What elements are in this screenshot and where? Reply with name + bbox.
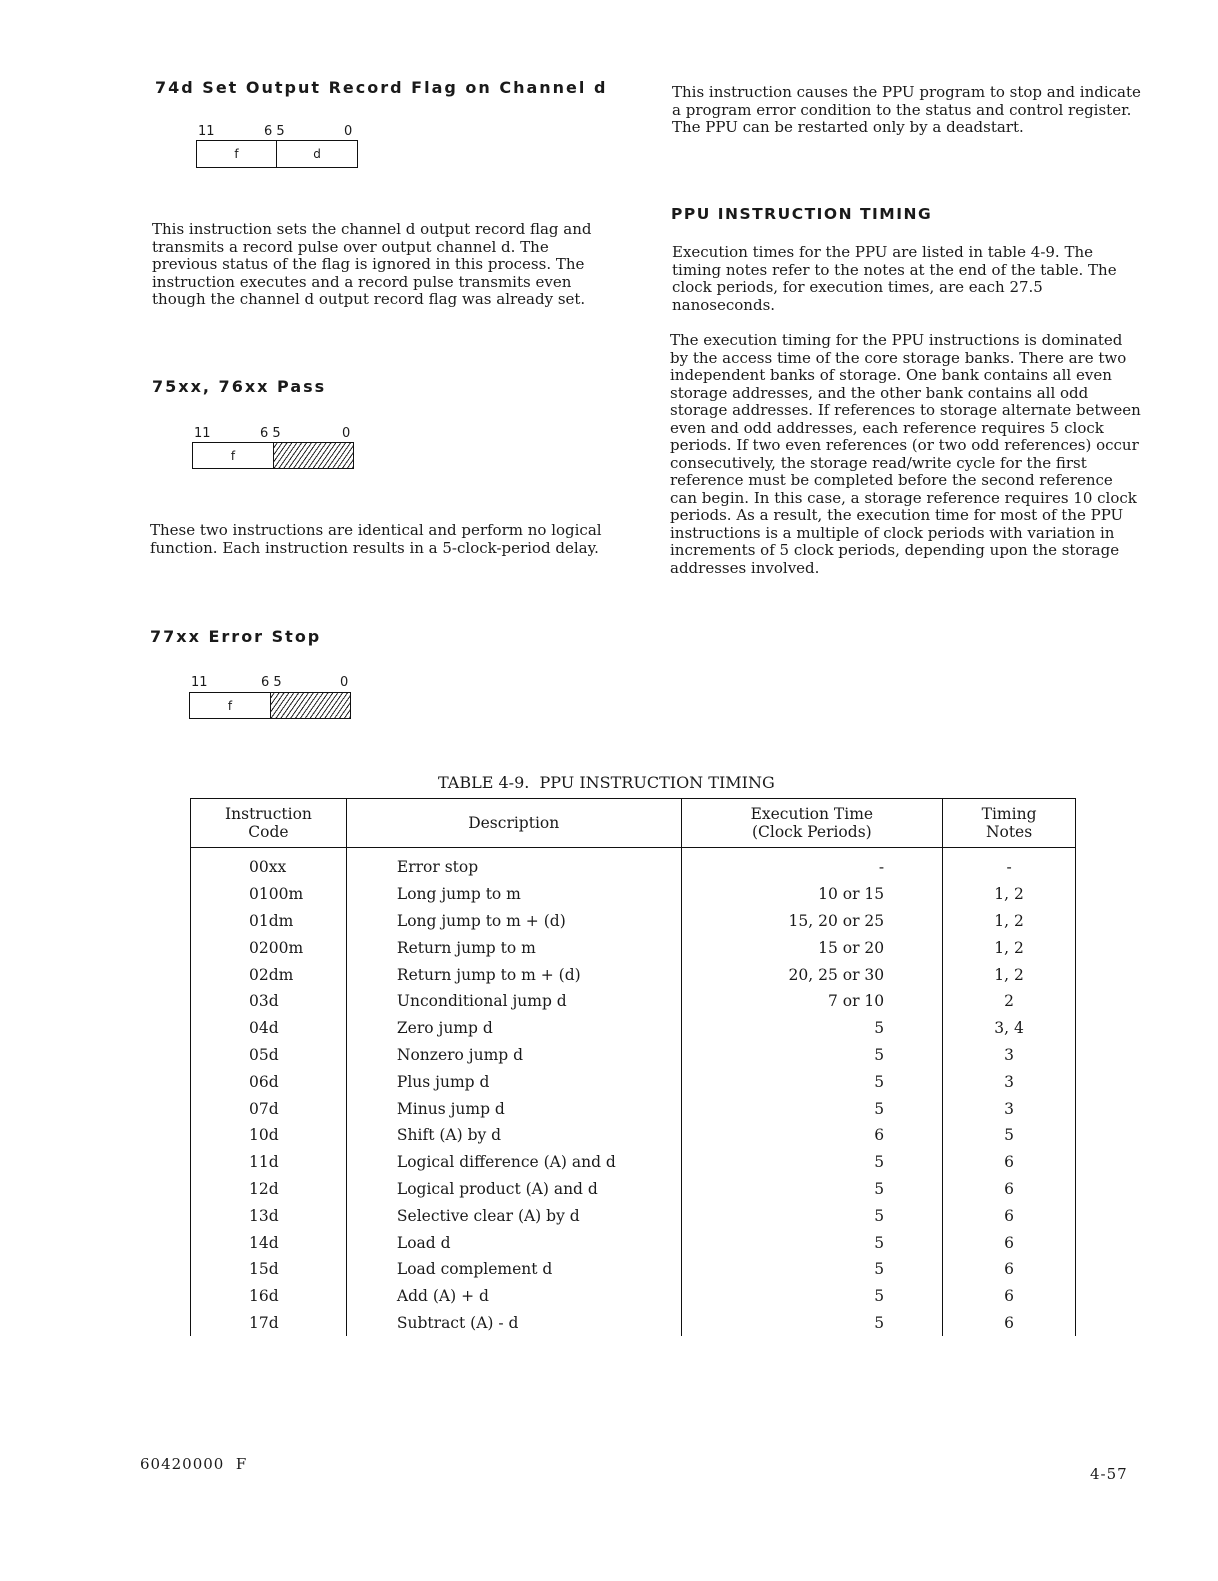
timing-paragraph-1: Execution times for the PPU are listed in table 4-9. The timing notes refer to the notes at the end of the table. The clock periods, for execution times, are each 27.5 nanoseconds.: [672, 243, 1117, 314]
cell-notes: 5: [943, 1122, 1076, 1149]
bit-label-mid: 6 5: [260, 426, 281, 441]
cell-time: 5: [681, 1149, 943, 1176]
header-timing-notes: [943, 799, 1076, 848]
table-row: [191, 1015, 1076, 1042]
cell-description: Load d: [346, 1229, 681, 1256]
cell-description: Selective clear (A) by d: [346, 1202, 681, 1229]
cell-description: Add (A) + d: [346, 1283, 681, 1310]
table-row: [191, 908, 1076, 935]
cell-code: 12d: [191, 1176, 347, 1203]
cell-time: 5: [681, 1095, 943, 1122]
cell-description: Long jump to m + (d): [346, 908, 681, 935]
cell-time: 5: [681, 1310, 943, 1337]
header-time-line2: (Clock Periods): [751, 823, 872, 841]
header-instruction-code: [191, 799, 347, 848]
bit-label-mid: 6 5: [264, 124, 285, 139]
format-box: [189, 692, 351, 719]
cell-code: 02dm: [191, 961, 347, 988]
cell-description: Return jump to m: [346, 934, 681, 961]
cell-description: Logical difference (A) and d: [346, 1149, 681, 1176]
cell-notes: 6: [943, 1202, 1076, 1229]
cell-description: Zero jump d: [346, 1015, 681, 1042]
cell-notes: 6: [943, 1256, 1076, 1283]
table-row: [191, 1095, 1076, 1122]
format-box: [192, 442, 354, 469]
section-heading-74d: 74d Set Output Record Flag on Channel d: [155, 78, 608, 97]
table-row: [191, 1283, 1076, 1310]
header-description: Description: [346, 799, 681, 848]
bit-label-high: 11: [198, 124, 215, 139]
cell-notes: 3: [943, 1095, 1076, 1122]
cell-code: 11d: [191, 1149, 347, 1176]
cell-time: 5: [681, 1176, 943, 1203]
bit-label-low: 0: [344, 124, 353, 139]
cell-code: 06d: [191, 1068, 347, 1095]
cell-notes: 3: [943, 1068, 1076, 1095]
cell-code: 04d: [191, 1015, 347, 1042]
cell-notes: 1, 2: [943, 908, 1076, 935]
cell-code: 07d: [191, 1095, 347, 1122]
field-f: f: [230, 448, 236, 463]
error-stop-text: This instruction causes the PPU program to stop and indicate a program error condition to the status and control register. The PPU can be restarted only by a deadstart.: [672, 83, 1141, 136]
bit-label-high: 11: [191, 675, 208, 690]
cell-time: -: [681, 848, 943, 881]
header-execution-time: [681, 799, 943, 848]
table-row: [191, 1256, 1076, 1283]
cell-time: 5: [681, 1229, 943, 1256]
section-text-74d: This instruction sets the channel d output record flag and transmits a record pulse over output channel d. The previous status of the flag is ignored in this process. The instruction executes and a record pulse transmits even though the channel d output record flag was already set.: [152, 220, 592, 308]
table-row: [191, 961, 1076, 988]
table-row: [191, 1068, 1076, 1095]
cell-notes: 6: [943, 1310, 1076, 1337]
bit-label-low: 0: [340, 675, 349, 690]
table-row: [191, 934, 1076, 961]
cell-notes: 3, 4: [943, 1015, 1076, 1042]
cell-time: 15 or 20: [681, 934, 943, 961]
table-row: [191, 1122, 1076, 1149]
field-f: f: [234, 147, 239, 161]
cell-time: 5: [681, 1256, 943, 1283]
table-header-row: [191, 799, 1076, 848]
section-text-75xx: These two instructions are identical and perform no logical function. Each instruction results in a 5-clock-period delay.: [150, 521, 602, 557]
cell-notes: 6: [943, 1176, 1076, 1203]
field-f: f: [227, 698, 233, 713]
hatched-unused-field: [274, 443, 353, 468]
instruction-format-74d: [196, 124, 358, 170]
cell-description: Error stop: [346, 848, 681, 881]
field-d: d: [313, 147, 321, 161]
cell-code: 16d: [191, 1283, 347, 1310]
cell-code: 01dm: [191, 908, 347, 935]
table-row: [191, 988, 1076, 1015]
table-row: [191, 1202, 1076, 1229]
cell-description: Load complement d: [346, 1256, 681, 1283]
cell-notes: 6: [943, 1283, 1076, 1310]
cell-description: Logical product (A) and d: [346, 1176, 681, 1203]
cell-time: 20, 25 or 30: [681, 961, 943, 988]
table-row: [191, 881, 1076, 908]
header-notes-line2: Notes: [985, 823, 1033, 841]
cell-description: Unconditional jump d: [346, 988, 681, 1015]
cell-code: 00xx: [191, 848, 347, 881]
section-heading-75xx: 75xx, 76xx Pass: [152, 377, 327, 396]
cell-code: 13d: [191, 1202, 347, 1229]
cell-code: 10d: [191, 1122, 347, 1149]
cell-code: 17d: [191, 1310, 347, 1337]
cell-time: 7 or 10: [681, 988, 943, 1015]
table-row: [191, 1149, 1076, 1176]
cell-time: 10 or 15: [681, 881, 943, 908]
cell-notes: 1, 2: [943, 881, 1076, 908]
table-row: [191, 1229, 1076, 1256]
cell-notes: 1, 2: [943, 961, 1076, 988]
header-time-line1: Execution Time: [750, 805, 874, 823]
cell-description: Nonzero jump d: [346, 1042, 681, 1069]
cell-notes: 2: [943, 988, 1076, 1015]
table-row: [191, 1310, 1076, 1337]
cell-code: 15d: [191, 1256, 347, 1283]
cell-notes: 1, 2: [943, 934, 1076, 961]
timing-heading: PPU INSTRUCTION TIMING: [671, 205, 933, 223]
instruction-format-75xx: [192, 426, 354, 472]
cell-notes: 3: [943, 1042, 1076, 1069]
timing-table: [190, 798, 1076, 1336]
header-notes-line1: Timing: [981, 805, 1037, 823]
table-row: [191, 848, 1076, 881]
format-box: [196, 140, 358, 168]
cell-time: 15, 20 or 25: [681, 908, 943, 935]
cell-code: 14d: [191, 1229, 347, 1256]
timing-paragraph-2: The execution timing for the PPU instructions is dominated by the access time of the core storage banks. There are two independent banks of storage. One bank contains all even storage addresses, and the other bank contains all odd storage addresses. If references to storage alternate between even and odd addresses, each reference requires 5 clock periods. If two even references (or two odd references) occur consecutively, the storage read/write cycle for the first reference must be completed before the second reference can begin. In this case, a storage reference requires 10 clock periods. As a result, the execution time for most of the PPU instructions is a multiple of clock periods with variation in increments of 5 clock periods, depending upon the storage addresses involved.: [670, 331, 1141, 577]
bit-label-high: 11: [194, 426, 211, 441]
table-row: [191, 1176, 1076, 1203]
cell-code: 03d: [191, 988, 347, 1015]
cell-code: 0200m: [191, 934, 347, 961]
bit-label-low: 0: [342, 426, 351, 441]
cell-time: 5: [681, 1283, 943, 1310]
cell-description: Long jump to m: [346, 881, 681, 908]
table-caption: TABLE 4-9. PPU INSTRUCTION TIMING: [438, 773, 775, 792]
header-code-line2: Code: [248, 823, 289, 841]
cell-description: Shift (A) by d: [346, 1122, 681, 1149]
table-row: [191, 1042, 1076, 1069]
cell-time: 5: [681, 1202, 943, 1229]
cell-description: Return jump to m + (d): [346, 961, 681, 988]
cell-description: Plus jump d: [346, 1068, 681, 1095]
cell-notes: -: [943, 848, 1076, 881]
cell-time: 5: [681, 1042, 943, 1069]
page-number: 4-57: [1090, 1465, 1128, 1483]
section-heading-77xx: 77xx Error Stop: [150, 627, 322, 646]
cell-description: Subtract (A) - d: [346, 1310, 681, 1337]
document-number: 60420000 F: [140, 1455, 248, 1473]
hatched-unused-field: [271, 693, 350, 718]
cell-time: 5: [681, 1068, 943, 1095]
instruction-format-77xx: [189, 675, 351, 721]
cell-notes: 6: [943, 1149, 1076, 1176]
cell-time: 6: [681, 1122, 943, 1149]
cell-time: 5: [681, 1015, 943, 1042]
cell-code: 05d: [191, 1042, 347, 1069]
cell-notes: 6: [943, 1229, 1076, 1256]
bit-label-mid: 6 5: [261, 675, 282, 690]
cell-code: 0100m: [191, 881, 347, 908]
cell-description: Minus jump d: [346, 1095, 681, 1122]
header-code-line1: Instruction: [225, 805, 312, 823]
